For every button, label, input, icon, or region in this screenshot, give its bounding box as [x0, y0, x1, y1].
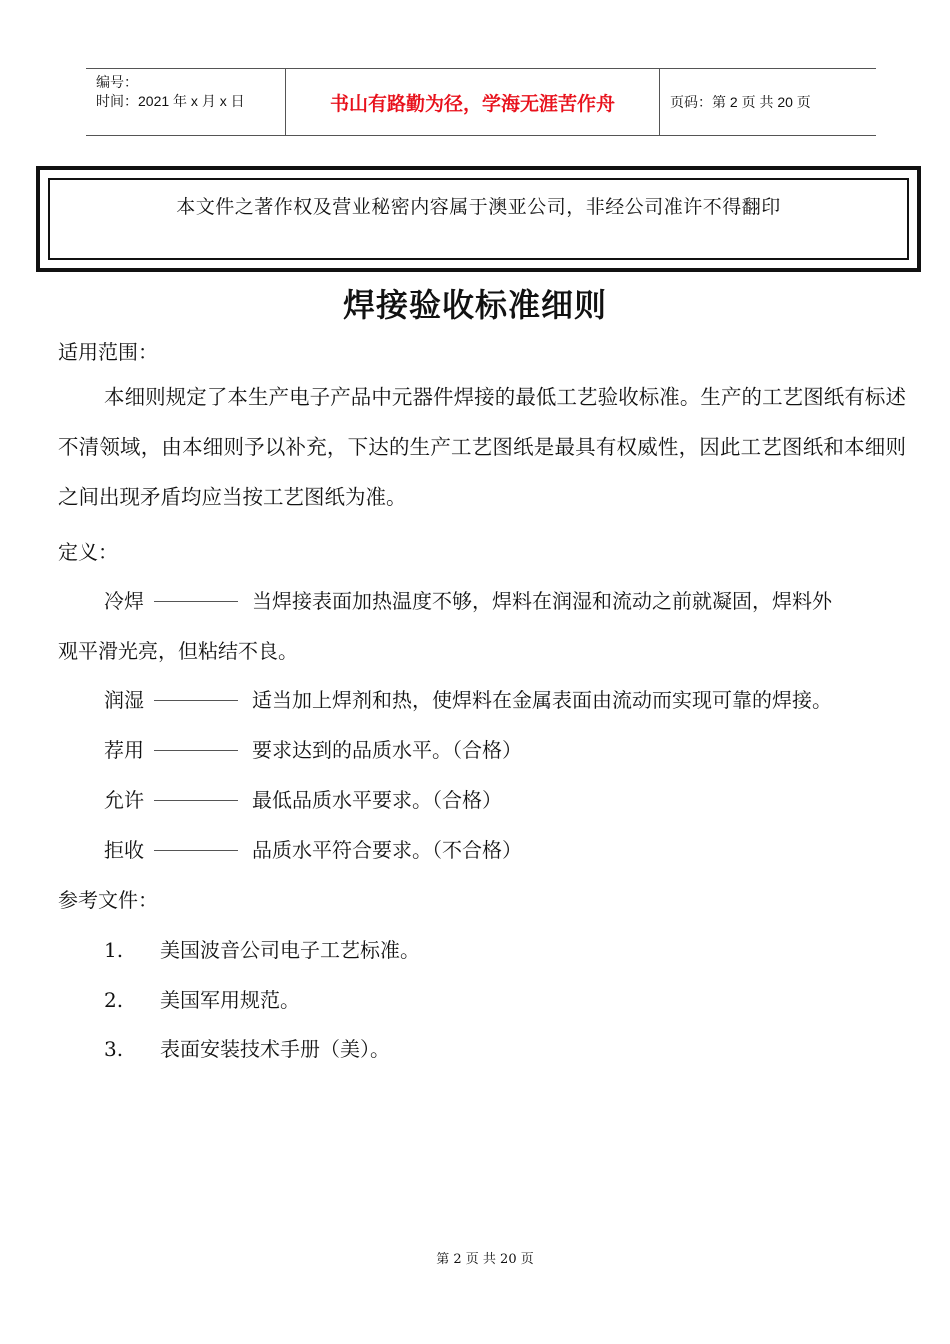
definition-text: 要求达到的品质水平。（合格）	[252, 738, 522, 762]
definition-dash	[154, 601, 238, 602]
definition-dash	[154, 850, 238, 851]
page-footer: 第 2 页 共 20 页	[436, 1252, 534, 1267]
definition-text: 适当加上焊剂和热，使焊料在金属表面由流动而实现可靠的焊接。	[252, 688, 832, 712]
definition-text: 当焊接表面加热温度不够，焊料在润湿和流动之前就凝固，焊料外	[252, 589, 832, 613]
header-motto: 书山有路勤为径，学海无涯苦作舟	[286, 69, 660, 135]
definition-dash	[154, 700, 238, 701]
confidentiality-frame	[36, 166, 921, 272]
definition-wetting	[104, 684, 832, 713]
definition-dash	[154, 750, 238, 751]
confidentiality-notice: 本文件之著作权及营业秘密内容属于澳亚公司，非经公司准许不得翻印	[176, 196, 781, 218]
document-time: 时间：2021 年 x 月 x 日	[96, 93, 245, 109]
definition-rejected	[104, 834, 522, 863]
definition-cold-weld-continued: 观平滑光亮，但粘结不良。	[58, 639, 298, 663]
definition-text: 最低品质水平要求。（合格）	[252, 788, 502, 812]
header-meta	[86, 69, 286, 135]
definition-dash	[154, 800, 238, 801]
definition-allowed	[104, 784, 502, 813]
reference-number: 2.	[104, 988, 124, 1012]
scope-body: 本细则规定了本生产电子产品中元器件焊接的最低工艺验收标准。生产的工艺图纸有标述不清领域，由本细则予以补充，下达的生产工艺图纸是最具有权威性，因此工艺图纸和本细则之间出现矛盾均应当按工艺图纸为准。	[58, 385, 906, 509]
definition-text: 品质水平符合要求。（不合格）	[252, 838, 522, 862]
definition-recommended	[104, 734, 522, 763]
reference-item	[104, 984, 300, 1013]
reference-item	[104, 1033, 390, 1062]
reference-item	[104, 934, 420, 963]
definition-term: 荐用	[104, 738, 144, 762]
references-heading: 参考文件：	[58, 888, 158, 912]
reference-number: 3.	[104, 1037, 124, 1061]
reference-text: 美国军用规范。	[160, 988, 300, 1012]
page-header	[86, 68, 876, 136]
reference-number: 1.	[104, 938, 124, 962]
confidentiality-inner-border	[48, 178, 909, 260]
definition-term: 允许	[104, 788, 144, 812]
definition-cold-weld	[104, 585, 832, 614]
reference-text: 美国波音公司电子工艺标准。	[160, 938, 420, 962]
definition-term: 润湿	[104, 688, 144, 712]
definition-term: 拒收	[104, 838, 144, 862]
definitions-heading: 定义：	[58, 540, 118, 564]
document-title: 焊接验收标准细则	[342, 286, 607, 324]
header-page-info: 页码：第 2 页 共 20 页	[670, 94, 811, 110]
definition-term: 冷焊	[104, 589, 144, 613]
reference-text: 表面安装技术手册（美）。	[160, 1037, 390, 1061]
scope-heading: 适用范围：	[58, 340, 158, 364]
document-number: 编号：	[96, 74, 138, 90]
